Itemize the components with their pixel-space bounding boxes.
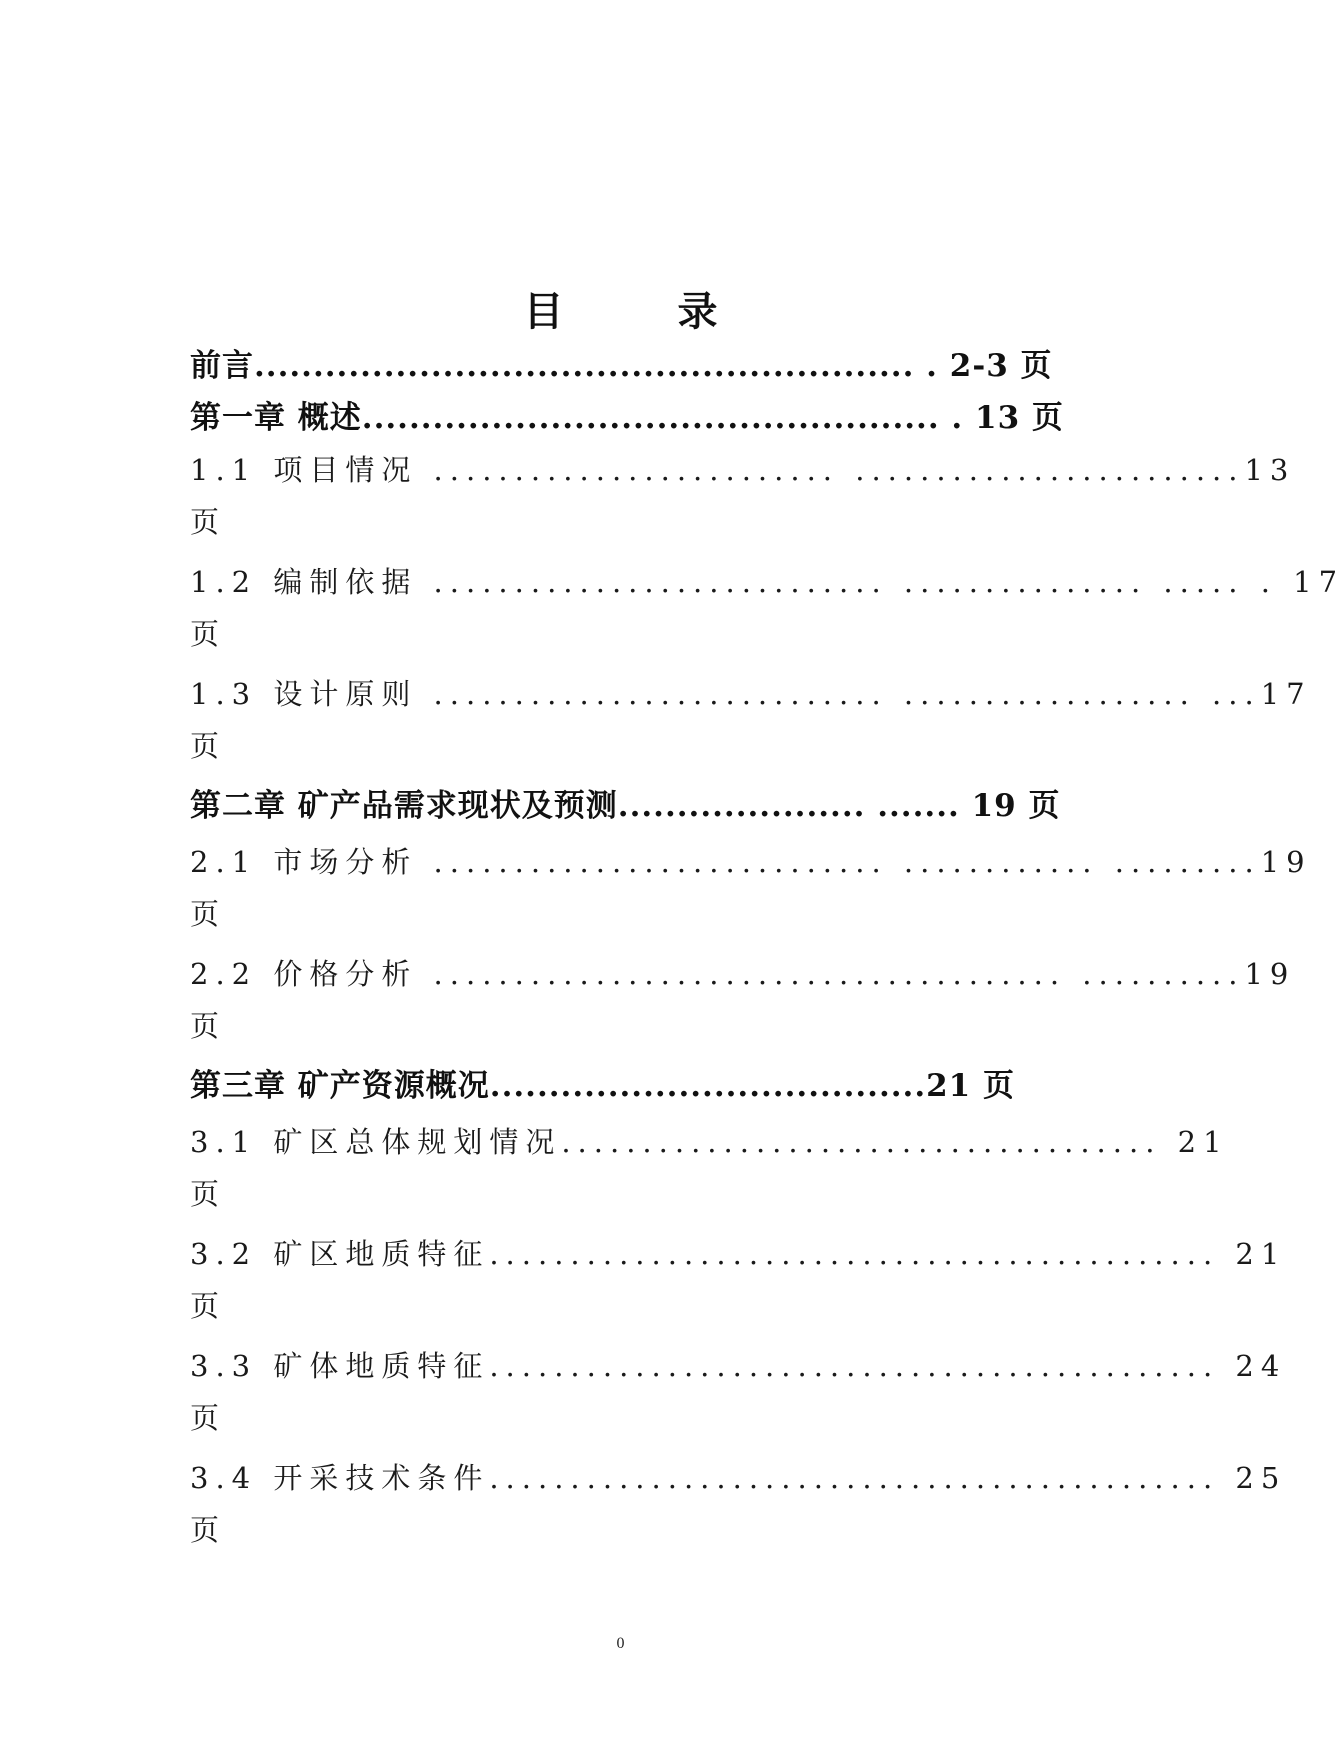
toc-title: 目 录: [523, 288, 768, 335]
toc-entry-section-3-2-suffix: 页: [190, 1289, 220, 1323]
toc-entry-chapter-1[interactable]: 第一章 概述................................................. . 13 页: [190, 400, 1064, 436]
footer-page-number: 0: [616, 1635, 625, 1652]
toc-entry-section-3-1-suffix: 页: [190, 1177, 220, 1211]
toc-entry-section-2-2[interactable]: 2.2 价格分析 ....................................... ..........19: [190, 957, 1296, 991]
toc-entry-section-3-3-suffix: 页: [190, 1401, 220, 1435]
toc-entry-section-1-3[interactable]: 1.3 设计原则 ............................ .................. ...17: [190, 677, 1312, 711]
toc-entry-chapter-3[interactable]: 第三章 矿产资源概况.....................................21 页: [190, 1068, 1016, 1104]
toc-entry-section-1-3-suffix: 页: [190, 729, 220, 763]
toc-entry-section-3-4[interactable]: 3.4 开采技术条件............................................. 25: [190, 1461, 1287, 1495]
toc-entry-section-3-1[interactable]: 3.1 矿区总体规划情况..................................... 21: [190, 1125, 1229, 1159]
toc-entry-preface[interactable]: 前言........................................................ . 2-3 页: [190, 348, 1053, 384]
toc-entry-section-3-4-suffix: 页: [190, 1513, 220, 1547]
toc-entry-section-2-1-suffix: 页: [190, 897, 220, 931]
toc-entry-section-3-3[interactable]: 3.3 矿体地质特征............................................. 24: [190, 1349, 1287, 1383]
toc-entry-section-2-2-suffix: 页: [190, 1009, 220, 1043]
toc-entry-section-1-1[interactable]: 1.1 项目情况 ......................... ........................13: [190, 453, 1296, 487]
toc-entry-section-1-2[interactable]: 1.2 编制依据 ............................ ............... ..... . 17: [190, 565, 1344, 599]
toc-entry-section-1-1-suffix: 页: [190, 505, 220, 539]
toc-entry-chapter-2[interactable]: 第二章 矿产品需求现状及预测..................... ....... 19 页: [190, 788, 1061, 824]
toc-entry-section-3-2[interactable]: 3.2 矿区地质特征............................................. 21: [190, 1237, 1287, 1271]
toc-entry-section-1-2-suffix: 页: [190, 617, 220, 651]
toc-entry-section-2-1[interactable]: 2.1 市场分析 ............................ ............ .........19: [190, 845, 1312, 879]
